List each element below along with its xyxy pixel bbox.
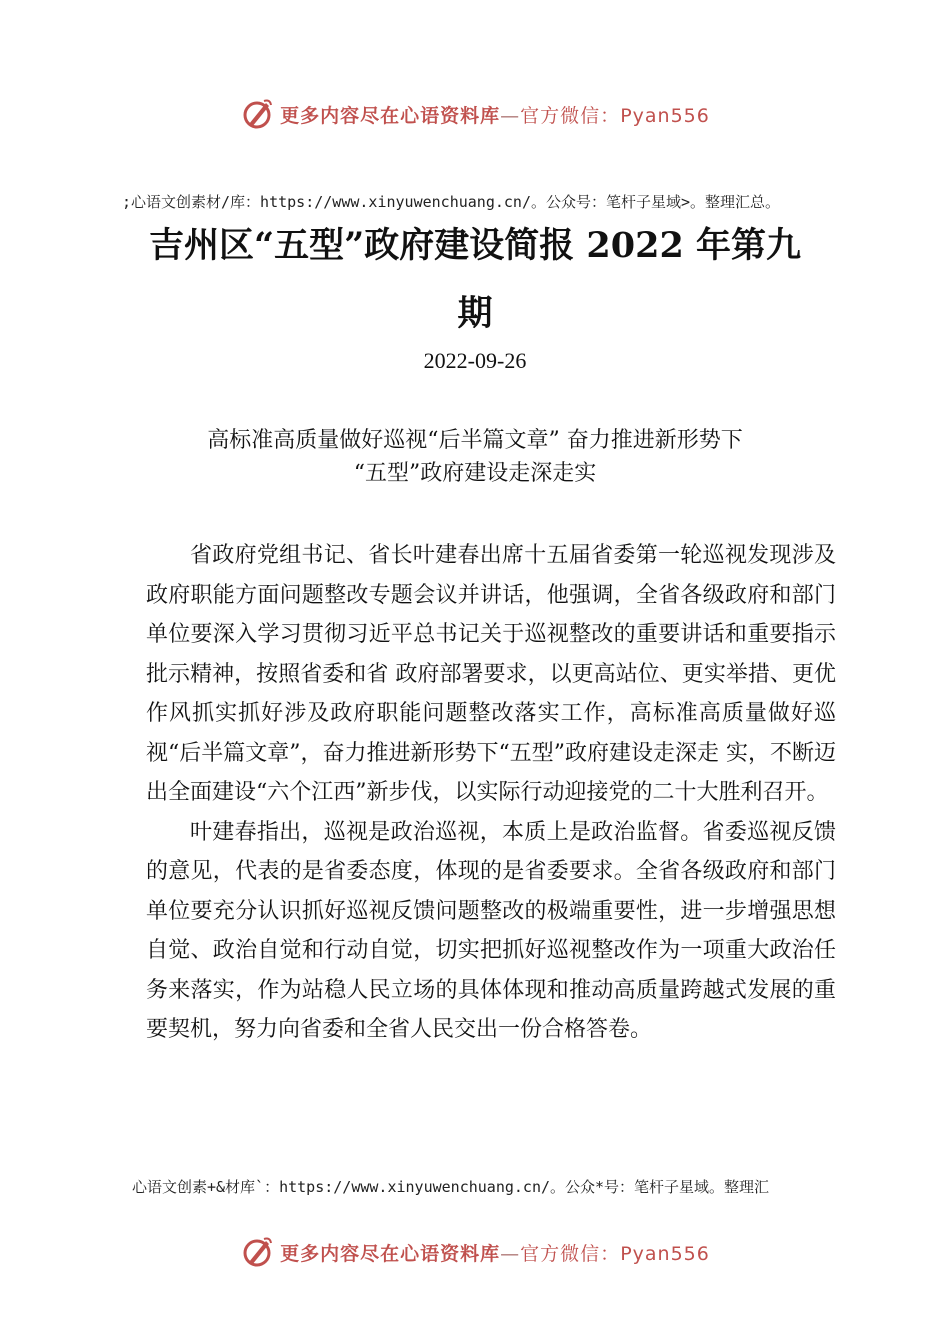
watermark-bottom: 心语文创素+&材库`：https://www.xinyuwenchuang.cn/。公众*号：笔杆子星域。整理汇 [132, 1178, 770, 1196]
subtitle-line-2: “五型”政府建设走深走实 [353, 461, 597, 486]
subtitle-line-1: 高标准高质量做好巡视“后半篇文章” 奋力推进新形势下 [207, 428, 743, 453]
document-subtitle [140, 424, 810, 490]
body-paragraph-1: 省政府党组书记、省长叶建春出席十五届省委第一轮巡视发现涉及政府职能方面问题整改专题会议并讲话，他强调，全省各级政府和部门单位要深入学习贯彻习近平总书记关于巡视整改的重要讲话和重要指示批示精神，按照省委和省 政府部署要求，以更高站位、更实举措、更优作风抓实抓好涉及政府职能问题整改落实工作，高标准高质量做好巡视“后半篇文章”，奋力推进新形势下“五型”政府建设走深走 实，不断迈出全面建设“六个江西”新步伐，以实际行动迎接党的二十大胜利召开。 [146, 543, 836, 805]
document-title [130, 212, 820, 348]
footer-banner [0, 1232, 950, 1272]
title-line-2: 期 [457, 293, 493, 334]
banner-text-cn: 更多内容尽在心语资料库 [280, 1242, 501, 1265]
banner-text-id: Pyan556 [620, 104, 710, 127]
title-line-1: 吉州区“五型”政府建设简报 2022 年第九 [148, 225, 802, 266]
watermark-top: ;心语文创素材/库：https://www.xinyuwenchuang.cn/。公众号：笔杆子星域>。整理汇总。 [122, 193, 781, 211]
header-banner [0, 94, 950, 134]
banner-dash: — [500, 1242, 521, 1265]
banner-text-cn: 更多内容尽在心语资料库 [280, 104, 501, 127]
banner-text-wx: 官方微信： [520, 104, 621, 127]
body-paragraph-2: 叶建春指出，巡视是政治巡视，本质上是政治监督。省委巡视反馈的意见，代表的是省委态度，体现的是省委要求。全省各级政府和部门单位要充分认识抓好巡视反馈问题整改的极端重要性，进一步增强思想自觉、政治自觉和行动自觉，切实把抓好巡视整改作为一项重大政治任务来落实，作为站稳人民立场的具体体现和推动高质量跨越式发展的重要契机，努力向省委和全省人民交出一份合格答卷。 [146, 819, 836, 1042]
banner-text-wx: 官方微信： [520, 1242, 621, 1265]
banner-text-id: Pyan556 [620, 1242, 710, 1265]
banner-text [280, 1239, 710, 1266]
banner-dash: — [500, 104, 521, 127]
banner-text [280, 101, 710, 128]
pen-circle-logo-icon [240, 1235, 274, 1269]
pen-circle-logo-icon [240, 97, 274, 131]
document-date: 2022-09-26 [423, 348, 527, 373]
document-body [146, 536, 836, 1050]
